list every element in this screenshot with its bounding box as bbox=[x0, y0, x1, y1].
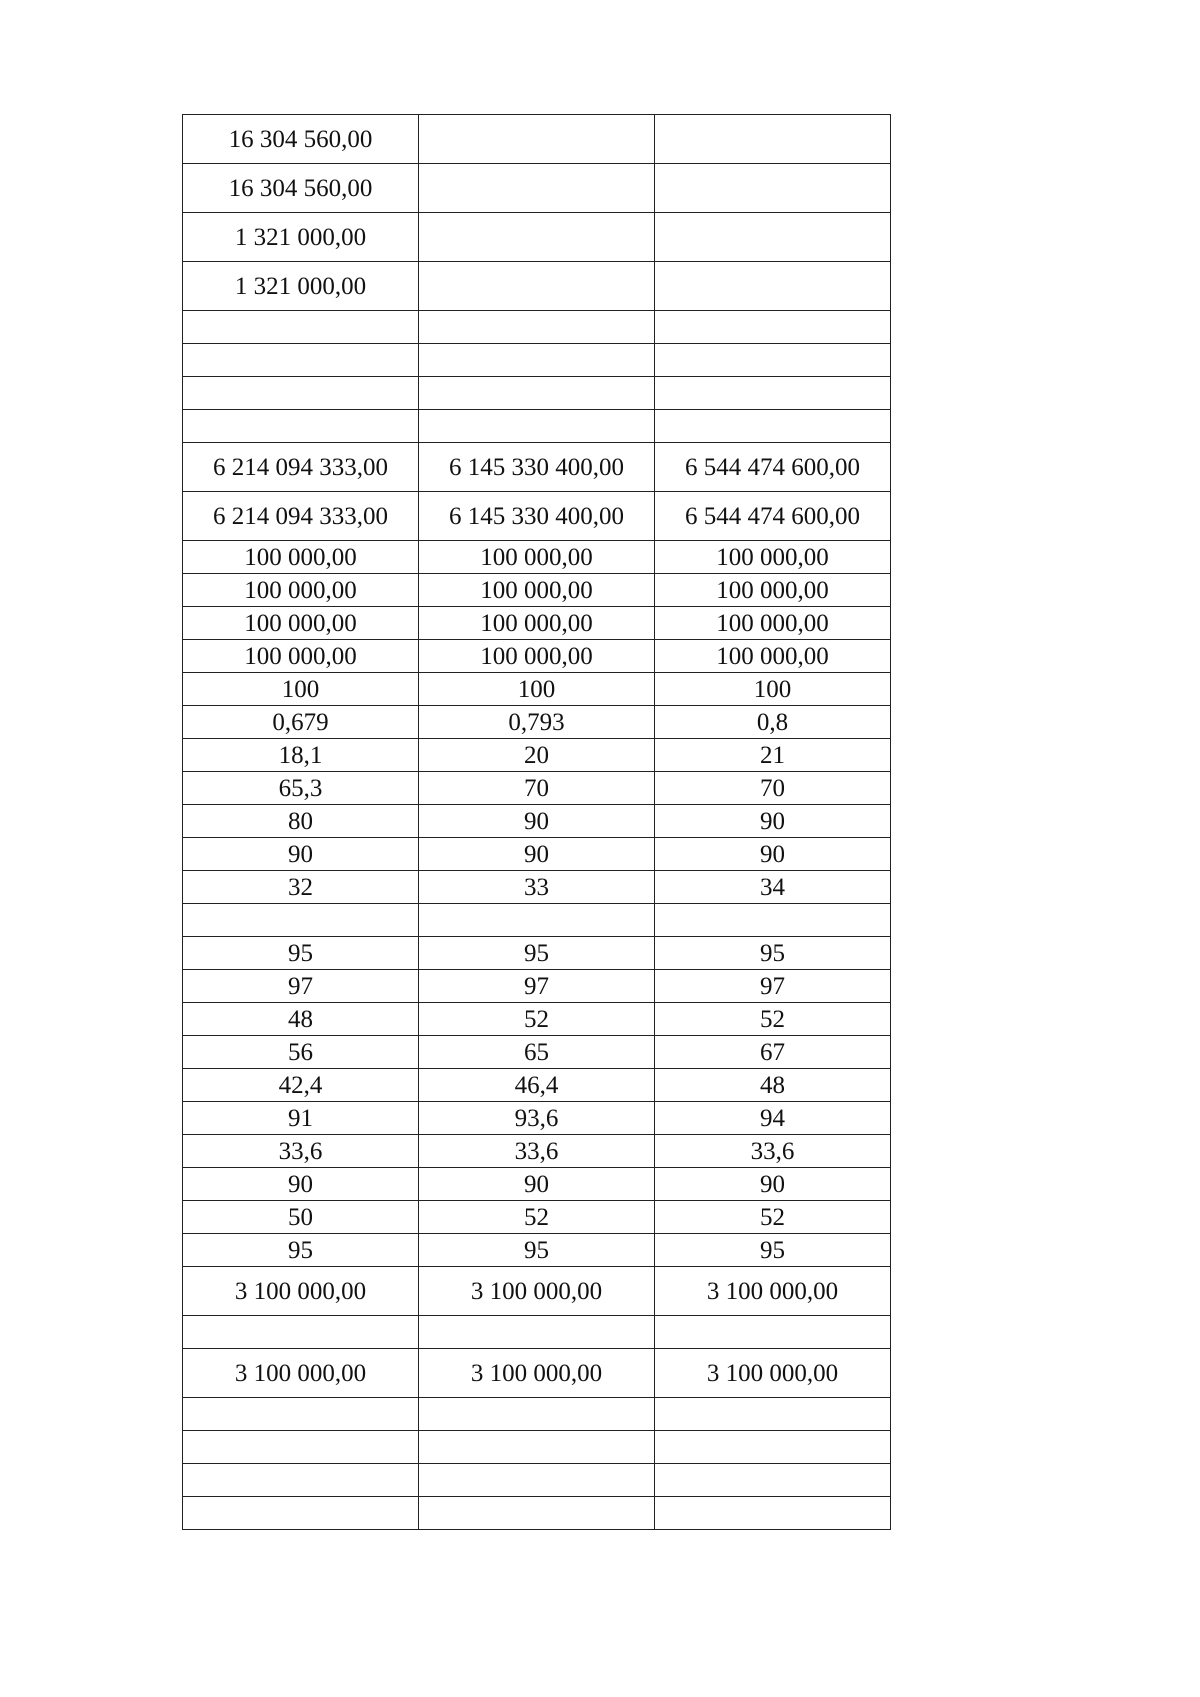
table-cell-col-2: 46,4 bbox=[419, 1069, 655, 1102]
table-cell-col-2: 90 bbox=[419, 805, 655, 838]
table-cell-col-2: 3 100 000,00 bbox=[419, 1267, 655, 1316]
table-row bbox=[183, 805, 891, 838]
table-cell-col-1: 100 000,00 bbox=[183, 640, 419, 673]
table-cell-col-1 bbox=[183, 1431, 419, 1464]
table-cell-col-2: 97 bbox=[419, 970, 655, 1003]
table-cell-col-1 bbox=[183, 377, 419, 410]
table-cell-col-3 bbox=[655, 1464, 891, 1497]
table-cell-col-3 bbox=[655, 1316, 891, 1349]
table-cell-col-3 bbox=[655, 262, 891, 311]
table-cell-col-2 bbox=[419, 904, 655, 937]
table-cell-col-2: 6 145 330 400,00 bbox=[419, 492, 655, 541]
table-cell-col-3: 70 bbox=[655, 772, 891, 805]
table-row bbox=[183, 739, 891, 772]
table-row bbox=[183, 1003, 891, 1036]
table-cell-col-1 bbox=[183, 1497, 419, 1530]
table-cell-col-2: 100 bbox=[419, 673, 655, 706]
table-row bbox=[183, 377, 891, 410]
table-cell-col-1: 42,4 bbox=[183, 1069, 419, 1102]
table-cell-col-3 bbox=[655, 164, 891, 213]
table-cell-col-3 bbox=[655, 410, 891, 443]
table-cell-col-1: 90 bbox=[183, 838, 419, 871]
table-cell-col-3: 6 544 474 600,00 bbox=[655, 492, 891, 541]
table-cell-col-1: 80 bbox=[183, 805, 419, 838]
table-row bbox=[183, 541, 891, 574]
table-cell-col-2: 33,6 bbox=[419, 1135, 655, 1168]
table-row bbox=[183, 1349, 891, 1398]
table-cell-col-1: 6 214 094 333,00 bbox=[183, 443, 419, 492]
table-cell-col-1: 1 321 000,00 bbox=[183, 213, 419, 262]
table-cell-col-1: 50 bbox=[183, 1201, 419, 1234]
table-row bbox=[183, 164, 891, 213]
table-cell-col-1: 18,1 bbox=[183, 739, 419, 772]
table-cell-col-3 bbox=[655, 1431, 891, 1464]
table-cell-col-3 bbox=[655, 213, 891, 262]
table-cell-col-3: 90 bbox=[655, 1168, 891, 1201]
table-cell-col-3 bbox=[655, 1497, 891, 1530]
table-row bbox=[183, 838, 891, 871]
table-cell-col-1: 56 bbox=[183, 1036, 419, 1069]
table-cell-col-2: 93,6 bbox=[419, 1102, 655, 1135]
table-cell-col-2: 90 bbox=[419, 838, 655, 871]
table-cell-col-3: 100 000,00 bbox=[655, 541, 891, 574]
table-cell-col-1: 95 bbox=[183, 937, 419, 970]
table-cell-col-3: 90 bbox=[655, 805, 891, 838]
table-cell-col-2 bbox=[419, 377, 655, 410]
table-cell-col-3 bbox=[655, 1398, 891, 1431]
table-cell-col-1: 95 bbox=[183, 1234, 419, 1267]
table-row bbox=[183, 937, 891, 970]
table-cell-col-3 bbox=[655, 115, 891, 164]
table-cell-col-2: 33 bbox=[419, 871, 655, 904]
table-cell-col-3: 0,8 bbox=[655, 706, 891, 739]
table-cell-col-2 bbox=[419, 1316, 655, 1349]
data-table bbox=[182, 114, 891, 1530]
table-cell-col-2 bbox=[419, 344, 655, 377]
table-cell-col-1: 3 100 000,00 bbox=[183, 1267, 419, 1316]
table-cell-col-3: 97 bbox=[655, 970, 891, 1003]
table-cell-col-1: 90 bbox=[183, 1168, 419, 1201]
table-cell-col-3 bbox=[655, 344, 891, 377]
table-cell-col-3: 100 bbox=[655, 673, 891, 706]
table-cell-col-2: 95 bbox=[419, 937, 655, 970]
table-row bbox=[183, 607, 891, 640]
table-cell-col-3: 34 bbox=[655, 871, 891, 904]
table-cell-col-1: 97 bbox=[183, 970, 419, 1003]
table-cell-col-3: 48 bbox=[655, 1069, 891, 1102]
table-row bbox=[183, 1201, 891, 1234]
table-cell-col-2: 3 100 000,00 bbox=[419, 1349, 655, 1398]
table-cell-col-2: 65 bbox=[419, 1036, 655, 1069]
table-row bbox=[183, 1316, 891, 1349]
table-cell-col-1 bbox=[183, 311, 419, 344]
table-cell-col-1: 33,6 bbox=[183, 1135, 419, 1168]
table-cell-col-2: 100 000,00 bbox=[419, 607, 655, 640]
table-cell-col-2 bbox=[419, 1398, 655, 1431]
table-cell-col-2: 100 000,00 bbox=[419, 640, 655, 673]
table-cell-col-1: 3 100 000,00 bbox=[183, 1349, 419, 1398]
table-cell-col-3: 3 100 000,00 bbox=[655, 1267, 891, 1316]
table-row bbox=[183, 1464, 891, 1497]
table-cell-col-3 bbox=[655, 377, 891, 410]
table-row bbox=[183, 262, 891, 311]
table-cell-col-1: 6 214 094 333,00 bbox=[183, 492, 419, 541]
table-row bbox=[183, 410, 891, 443]
table-row bbox=[183, 492, 891, 541]
table-cell-col-2 bbox=[419, 410, 655, 443]
table-row bbox=[183, 115, 891, 164]
table-cell-col-2: 95 bbox=[419, 1234, 655, 1267]
table-cell-col-1: 100 000,00 bbox=[183, 574, 419, 607]
table-cell-col-3: 33,6 bbox=[655, 1135, 891, 1168]
table-row bbox=[183, 640, 891, 673]
table-row bbox=[183, 1497, 891, 1530]
table-cell-col-2 bbox=[419, 1497, 655, 1530]
table-cell-col-2: 90 bbox=[419, 1168, 655, 1201]
table-cell-col-2 bbox=[419, 262, 655, 311]
table-row bbox=[183, 213, 891, 262]
table-row bbox=[183, 904, 891, 937]
table-cell-col-3: 21 bbox=[655, 739, 891, 772]
table-cell-col-1: 0,679 bbox=[183, 706, 419, 739]
table-row bbox=[183, 344, 891, 377]
table-cell-col-2 bbox=[419, 115, 655, 164]
table-row bbox=[183, 443, 891, 492]
table-cell-col-3: 95 bbox=[655, 937, 891, 970]
table-row bbox=[183, 1168, 891, 1201]
table-cell-col-3: 67 bbox=[655, 1036, 891, 1069]
table-cell-col-1 bbox=[183, 904, 419, 937]
table-cell-col-3: 52 bbox=[655, 1201, 891, 1234]
table-row bbox=[183, 1431, 891, 1464]
table-cell-col-3: 100 000,00 bbox=[655, 574, 891, 607]
table-cell-col-1: 100 000,00 bbox=[183, 607, 419, 640]
table-cell-col-1 bbox=[183, 1464, 419, 1497]
table-row bbox=[183, 706, 891, 739]
table-cell-col-2 bbox=[419, 213, 655, 262]
table-cell-col-3: 52 bbox=[655, 1003, 891, 1036]
table-cell-col-2: 100 000,00 bbox=[419, 541, 655, 574]
table-cell-col-3: 90 bbox=[655, 838, 891, 871]
table-cell-col-2: 100 000,00 bbox=[419, 574, 655, 607]
table-row bbox=[183, 772, 891, 805]
table-cell-col-3: 95 bbox=[655, 1234, 891, 1267]
table-cell-col-1: 100 bbox=[183, 673, 419, 706]
table-cell-col-1: 100 000,00 bbox=[183, 541, 419, 574]
table-cell-col-1 bbox=[183, 1398, 419, 1431]
table-cell-col-3: 94 bbox=[655, 1102, 891, 1135]
table-cell-col-2: 0,793 bbox=[419, 706, 655, 739]
table-cell-col-2: 70 bbox=[419, 772, 655, 805]
table-row bbox=[183, 871, 891, 904]
table-row bbox=[183, 1398, 891, 1431]
table-row bbox=[183, 311, 891, 344]
table-cell-col-1: 1 321 000,00 bbox=[183, 262, 419, 311]
table-row bbox=[183, 1267, 891, 1316]
table-row bbox=[183, 574, 891, 607]
table-cell-col-2: 20 bbox=[419, 739, 655, 772]
table-cell-col-2 bbox=[419, 311, 655, 344]
table-cell-col-1 bbox=[183, 344, 419, 377]
table-cell-col-1: 65,3 bbox=[183, 772, 419, 805]
table-cell-col-1: 32 bbox=[183, 871, 419, 904]
table-row bbox=[183, 970, 891, 1003]
table-row bbox=[183, 1234, 891, 1267]
table-row bbox=[183, 1069, 891, 1102]
table-cell-col-3 bbox=[655, 904, 891, 937]
table-row bbox=[183, 1036, 891, 1069]
table-cell-col-3: 100 000,00 bbox=[655, 607, 891, 640]
table-row bbox=[183, 1102, 891, 1135]
table-cell-col-2 bbox=[419, 1431, 655, 1464]
table-cell-col-2: 6 145 330 400,00 bbox=[419, 443, 655, 492]
table-cell-col-2 bbox=[419, 164, 655, 213]
table-cell-col-1: 91 bbox=[183, 1102, 419, 1135]
table-cell-col-2: 52 bbox=[419, 1003, 655, 1036]
table-cell-col-3: 3 100 000,00 bbox=[655, 1349, 891, 1398]
table-cell-col-3: 6 544 474 600,00 bbox=[655, 443, 891, 492]
table-cell-col-1: 16 304 560,00 bbox=[183, 164, 419, 213]
table-cell-col-3 bbox=[655, 311, 891, 344]
table-cell-col-1 bbox=[183, 410, 419, 443]
table-cell-col-3: 100 000,00 bbox=[655, 640, 891, 673]
table-row bbox=[183, 673, 891, 706]
table-cell-col-1: 48 bbox=[183, 1003, 419, 1036]
table-cell-col-2: 52 bbox=[419, 1201, 655, 1234]
table-cell-col-1 bbox=[183, 1316, 419, 1349]
table-row bbox=[183, 1135, 891, 1168]
table-body bbox=[183, 115, 891, 1530]
table-cell-col-1: 16 304 560,00 bbox=[183, 115, 419, 164]
table-cell-col-2 bbox=[419, 1464, 655, 1497]
